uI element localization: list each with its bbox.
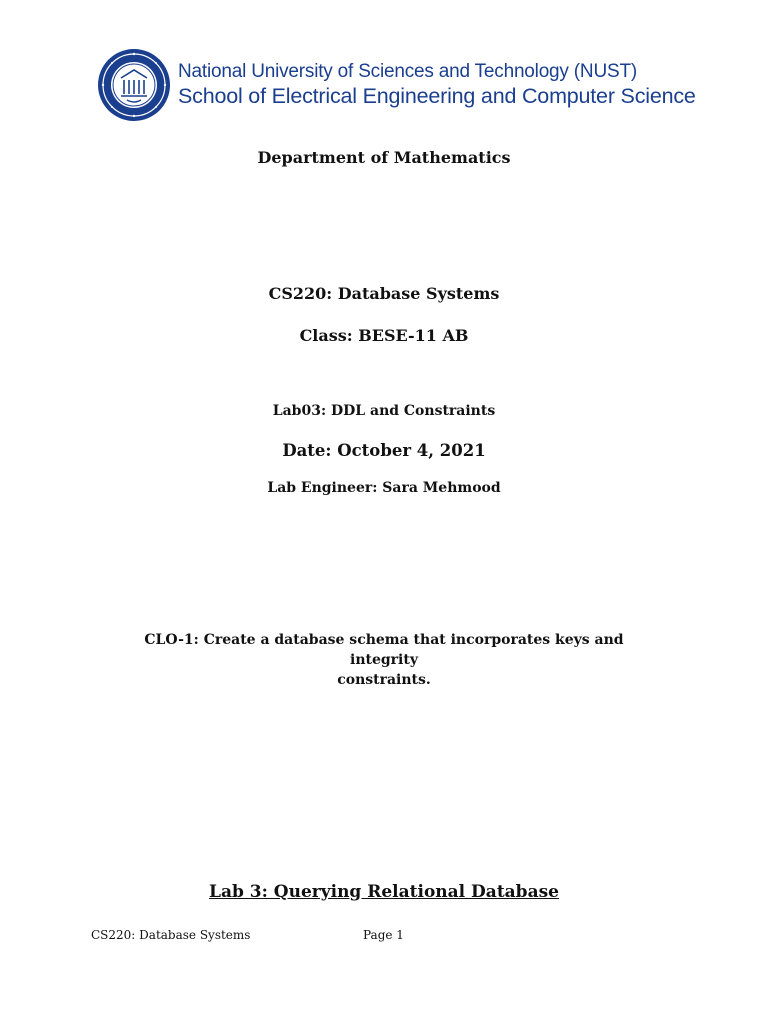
lab-heading: Lab 3: Querying Relational Database <box>209 882 559 902</box>
course-learning-outcome <box>110 630 658 690</box>
lab-date: Date: October 4, 2021 <box>282 441 486 460</box>
clo-line-2: constraints. <box>337 672 431 688</box>
department-name: Department of Mathematics <box>257 148 511 167</box>
document-header <box>97 48 697 124</box>
school-name: School of Electrical Engineering and Computer Science <box>178 84 696 108</box>
clo-line-1: CLO-1: Create a database schema that incorporates keys and integrity <box>144 632 624 668</box>
class-name: Class: BESE-11 AB <box>299 326 469 345</box>
lab-engineer: Lab Engineer: Sara Mehmood <box>267 480 501 496</box>
nust-seal-icon <box>97 48 171 122</box>
footer-course: CS220: Database Systems <box>91 928 251 942</box>
footer-page-number: Page 1 <box>363 928 404 942</box>
university-name: National University of Sciences and Technology (NUST) <box>178 61 637 82</box>
course-title: CS220: Database Systems <box>268 284 500 303</box>
lab-name: Lab03: DDL and Constraints <box>272 403 496 419</box>
